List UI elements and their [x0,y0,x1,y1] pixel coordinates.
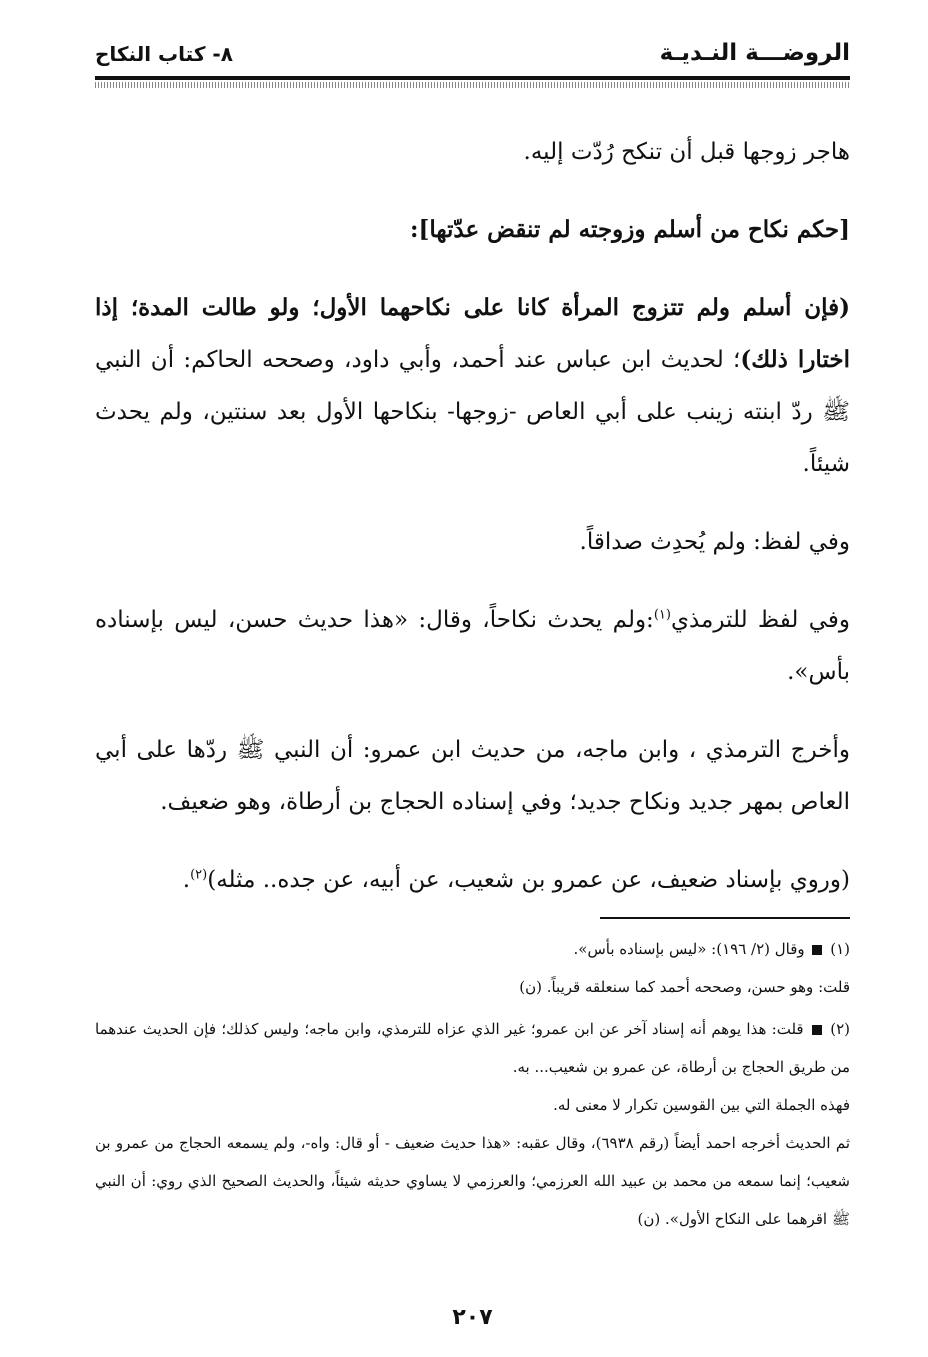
footnote-1-number: (١) [830,940,850,958]
footnote-2 [95,1010,850,1086]
header-rule [95,76,850,80]
paragraph-3 [95,282,850,490]
paragraph-7 [95,854,850,906]
footnote-2-note: فهذه الجملة التي بين القوسين تكرار لا معنى له. [553,1096,850,1114]
main-text [95,126,850,932]
paragraph-7-text: (وروي بإسناد ضعيف، عن عمرو بن شعيب، عن أبيه، عن جده.. مثله) [207,867,850,893]
footnote-ref-1: (١) [653,607,671,623]
section-heading: [حكم نكاح من أسلم وزوجته لم تنقض عدّتها]: [410,216,850,243]
paragraph-3-rest: ؛ لحديث ابن عباس عند أحمد، وأبي داود، وصححه الحاكم: أن النبي ﷺ ردّ ابنته زينب على أبي العاص -زوجها- بنكاحها الأول بعد سنتين، ولم يحدث شيئاً. [95,347,850,477]
header-hatch-rule [95,82,850,88]
paragraph-5 [95,594,850,698]
page-header [95,36,850,76]
footnote-2-comment: ثم الحديث أخرجه احمد أيضاً (رقم ٦٩٣٨)، وقال عقبه: «هذا حديث ضعيف - أو قال: واه-، ولم يسمعه الحجاج من عمرو بن شعيب؛ إنما سمعه من محمد بن عبيد الله العرزمي؛ والعرزمي لا يساوي حديثه شيئاً، والحديث الصحيح الذي روي: أن النبي ﷺ اقرهما على النكاح الأول». (ن) [95,1134,850,1228]
footnote-2-number: (٢) [830,1020,850,1038]
footnote-separator [600,917,850,919]
footnote-1-comment: قلت: وهو حسن، وصححه أحمد كما سنعلقه قريباً. (ن) [519,978,850,996]
paragraph-4: وفي لفظ: ولم يُحدِث صداقاً. [579,529,850,555]
footnote-2-text: قلت: هذا يوهم أنه إسناد آخر عن ابن عمرو؛ غير الذي عزاه للترمذي، وابن ماجه؛ وليس كذلك؛ فإن الحديث عندهما من طريق الحجاج بن أرطاة، عن عمرو بن شعيب... به. [95,1020,850,1076]
book-page [95,30,850,1340]
paragraph-6: وأخرج الترمذي ، وابن ماجه، من حديث ابن عمرو: أن النبي ﷺ ردّها على أبي العاص بمهر جديد ونكاح جديد؛ وفي إسناده الحجاج بن أرطاة، وهو ضعيف. [95,737,850,815]
square-marker-icon [812,1025,822,1035]
paragraph-5-end: :ولم يحدث نكاحاً، وقال: «هذا حديث حسن، ليس بإسناده بأس». [95,607,850,685]
paragraph-1: هاجر زوجها قبل أن تنكح رُدّت إليه. [523,139,850,165]
footnotes [95,930,850,1238]
paragraph-5-start: وفي لفظ للترمذي [670,607,850,633]
square-marker-icon [812,945,822,955]
paragraph-7-end: . [182,867,191,893]
footnote-1-text: وقال (٢/ ١٩٦): «ليس بإسناده بأس». [573,940,805,958]
chapter-title: ٨- كتاب النكاح [95,42,233,66]
book-title: الروضـــة النـديـة [659,40,850,66]
footnote-ref-2: (٢) [190,867,208,883]
paragraph-3-bold: (فإن أسلم ولم تتزوج المرأة كانا على نكاحهما الأول؛ ولو طالت المدة؛ إذا اختارا ذلك) [95,294,850,373]
footnote-1 [95,930,850,968]
page-number: ٢٠٧ [452,1305,493,1330]
